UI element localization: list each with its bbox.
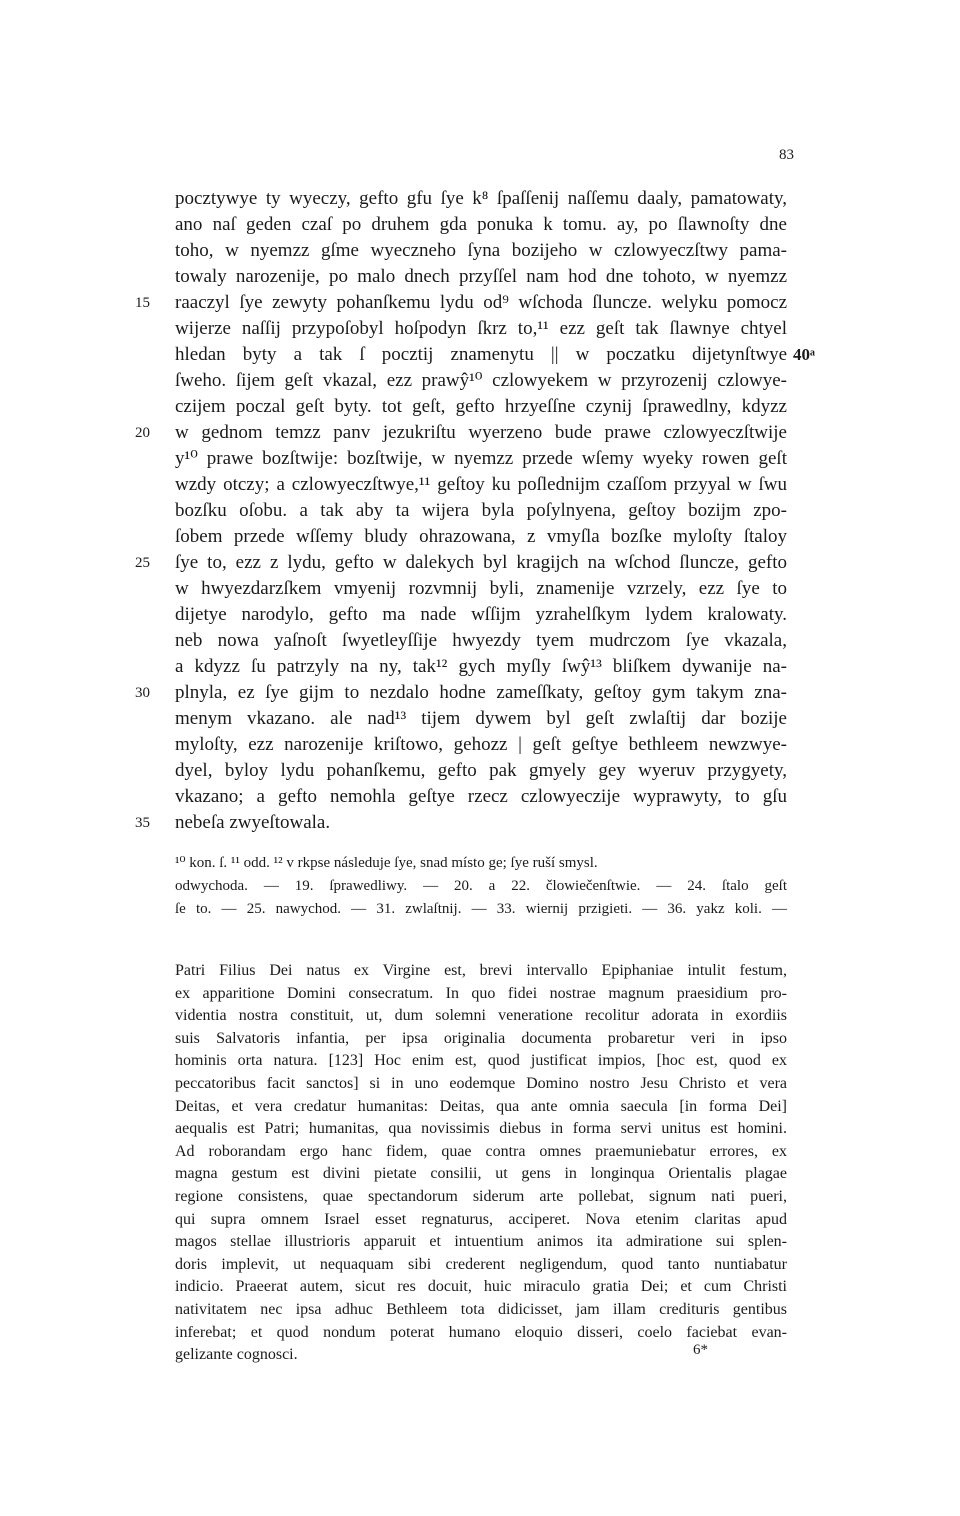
- footnote-line: ¹⁰ kon. ſ. ¹¹ odd. ¹² v rkpse následuje ſye, snad místo ge; ſye ruší smysl.: [175, 855, 598, 871]
- line-text: wijerze naſſij przypoſobyl hoſpodyn ſkrz to,¹¹ ezz geſt tak ſlawnye chtyel: [175, 318, 787, 339]
- line-text: dijetye narodylo, gefto ma nade wſſijm yzrahelſkym lydem kralowaty.: [175, 604, 787, 625]
- line-text: w hwyezdarzſkem vmyenij rozvmnij byli, znamenije vzrzely, ezz ſye to: [175, 578, 787, 599]
- text-line: [135, 550, 787, 576]
- footnote-line: ſe to. — 25. nawychod. — 31. zwlaſtnij. — 33. wiernij przigieti. — 36. yakz koli. —: [175, 901, 787, 917]
- line-text: hledan byty a tak ſ pocztij znamenytu || w poczatku dijetynſtwye: [175, 344, 787, 365]
- text-line: [135, 290, 787, 316]
- latin-line: qui supra omnem Israel esset regnaturus, acciperet. Nova etenim claritas apud: [175, 1210, 787, 1228]
- latin-line: hominis orta natura. [123] Hoc enim est, quod justificat impios, [hoc est, quod ex: [175, 1052, 787, 1070]
- line-text: ſobem przede wſſemy bludy ohrazowana, z vmyſla bozſke myloſty ſtaloy: [175, 526, 787, 547]
- text-line: [175, 472, 787, 498]
- latin-line: doris implevit, ut nequaquam sibi crederent negligendum, quod tanto nuntiabatur: [175, 1255, 787, 1273]
- folio-reference: 40ᵃ: [793, 345, 815, 364]
- latin-line: peccatoribus facit sanctos] si in uno eodemque Domino nostro Jesu Christo et vera: [175, 1074, 787, 1092]
- line-number: 30: [135, 685, 150, 701]
- text-line: [175, 316, 787, 342]
- line-text: pocztywye ty wyeczy, gefto gfu ſye k⁸ ſpaſſenij naſſemu daaly, pamatowaty,: [175, 188, 787, 209]
- text-line: [175, 602, 787, 628]
- latin-line: Patri Filius Dei natus ex Virgine est, brevi intervallo Epiphaniae intulit festum,: [175, 962, 787, 979]
- text-line: [175, 212, 787, 238]
- latin-line: ex apparitione Domini consecratum. In quo fidei nostrae magnum praesidium pro-: [175, 984, 787, 1002]
- text-line: [175, 758, 787, 784]
- latin-line: regione consistens, quae spectandorum siderum arte pollebat, signum nati pueri,: [175, 1187, 787, 1205]
- latin-line: Deitas, et vera credatur humanitas: Deitas, qua ante omnia saecula [in forma Dei]: [175, 1097, 787, 1115]
- line-text: plnyla, ez ſye gijm to nezdalo hodne zameſſkaty, geſtoy gym takym zna-: [175, 682, 787, 703]
- line-text: ano naſ geden czaſ po druhem gda ponuka k tomu. ay, po ſlawnoſty dne: [175, 214, 787, 235]
- text-line: [175, 446, 787, 472]
- text-line: [175, 628, 787, 654]
- line-text: vkazano; a gefto nemohla geſtye rzecz czlowyeczije wyprawyty, to gſu: [175, 786, 787, 807]
- line-number: 20: [135, 425, 150, 441]
- latin-line: Ad roborandam ergo hanc fidem, quae contra omnes praemuniebatur errores, ex: [175, 1142, 787, 1160]
- line-text: neb nowa yaſnoſt ſwyetleyſſije hwyezdy tyem mudrczom ſye vkazala,: [175, 630, 787, 651]
- line-text: w gednom temzz panv jezukriſtu wyerzeno bude prawe czlowyeczſtwije: [175, 422, 787, 443]
- text-line: [175, 654, 787, 680]
- latin-line: aequalis est Patri; humanitas, qua novissimis diebus in forma servi unitus est homini.: [175, 1120, 787, 1138]
- text-line: [175, 524, 787, 550]
- line-text: bozſku oſobu. a tak aby ta wijera byla poſylnyena, geſtoy bozijm zpo-: [175, 500, 787, 521]
- text-line: [175, 368, 787, 394]
- text-line: [175, 186, 787, 212]
- latin-text: [175, 960, 787, 1367]
- text-line: [135, 680, 787, 706]
- latin-line: videntia nostra constituit, ut, dum solemni veneratione recolitur adorata in exordiis: [175, 1007, 787, 1025]
- latin-line: inferebat; et quod nondum poterat humano eloquio disseri, coelo faciebat evan-: [175, 1323, 787, 1341]
- line-text: czijem poczal geſt byty. tot geſt, gefto hrzyeſſne czynij ſprawedlny, kdyzz: [175, 396, 787, 417]
- text-line: [135, 810, 787, 836]
- text-line: [175, 238, 787, 264]
- line-text: ſweho. ſijem geſt vkazal, ezz prawŷ¹⁰ czlowyekem w przyrozenij czlowye-: [175, 370, 787, 391]
- text-line: [175, 264, 787, 290]
- latin-line: magna gestum est divini pietate consilii, ut gens in longinqua Orientalis plagae: [175, 1165, 787, 1183]
- line-text: a kdyzz ſu patrzyly na ny, tak¹² gych myſly ſwŷ¹³ bliſkem dywanije na-: [175, 656, 787, 677]
- text-line: [175, 576, 787, 602]
- footnotes: [175, 852, 787, 921]
- page-number: 83: [779, 147, 794, 163]
- line-text: nebeſa zwyeſtowala.: [175, 812, 331, 833]
- text-line: [175, 394, 787, 420]
- text-line: [175, 342, 815, 368]
- text-line: [175, 732, 787, 758]
- text-line: [135, 420, 787, 446]
- line-text: dyel, byloy lydu pohanſkemu, gefto pak gmyely gey wyeruv przygyety,: [175, 760, 787, 781]
- latin-line: suis Salvatoris infantia, per ipsa originalia documenta probaretur veri in ipso: [175, 1029, 787, 1047]
- signature-mark: 6*: [693, 1342, 708, 1358]
- latin-line: indicio. Praeerat autem, sicut res docuit, huic miraculo gratia Dei; et cum Christi: [175, 1278, 787, 1296]
- text-line: [175, 706, 787, 732]
- text-line: [175, 784, 787, 810]
- line-text: myloſty, ezz narozenije kriſtowo, gehozz | geſt geſtye bethleem newzwye-: [175, 734, 787, 755]
- line-text: ſye to, ezz z lydu, gefto w dalekych byl kragijch na wſchod ſluncze, gefto: [175, 552, 787, 573]
- line-text: y¹⁰ prawe bozſtwije: bozſtwije, w nyemzz przede wſemy wyeky rowen geſt: [175, 448, 787, 469]
- line-text: raaczyl ſye zewyty pohanſkemu lydu od⁹ wſchoda ſluncze. welyku pomocz: [175, 292, 787, 313]
- line-text: toho, w nyemzz gſme wyeczneho ſyna bozijeho w czlowyeczſtwy pama-: [175, 240, 787, 261]
- line-text: towaly narozenije, po malo dnech przyſſel nam hod dne tohoto, w nyemzz: [175, 266, 787, 287]
- line-text: wzdy otczy; a czlowyeczſtwye,¹¹ geſtoy ku poſlednijm czaſſom przyyal w ſwu: [175, 474, 787, 495]
- footnote-line: odwychoda. — 19. ſprawedliwy. — 20. a 22. člowiečenſtwie. — 24. ſtalo geſt: [175, 878, 787, 894]
- latin-line: gelizante cognosci.: [175, 1346, 298, 1364]
- line-number: 25: [135, 555, 150, 571]
- line-number: 15: [135, 295, 150, 311]
- line-text: menym vkazano. ale nad¹³ tijem dywem byl geſt zwlaſtij dar bozije: [175, 708, 787, 729]
- line-number: 35: [135, 815, 150, 831]
- latin-line: magos stellae illustrioris apparuit et intuentium animos ita admiratione sui splen-: [175, 1233, 787, 1251]
- latin-line: nativitatem nec ipsa adhuc Bethleem tota didicisset, jam illam credituris gentibus: [175, 1300, 787, 1318]
- main-text: [135, 186, 815, 836]
- text-line: [175, 498, 787, 524]
